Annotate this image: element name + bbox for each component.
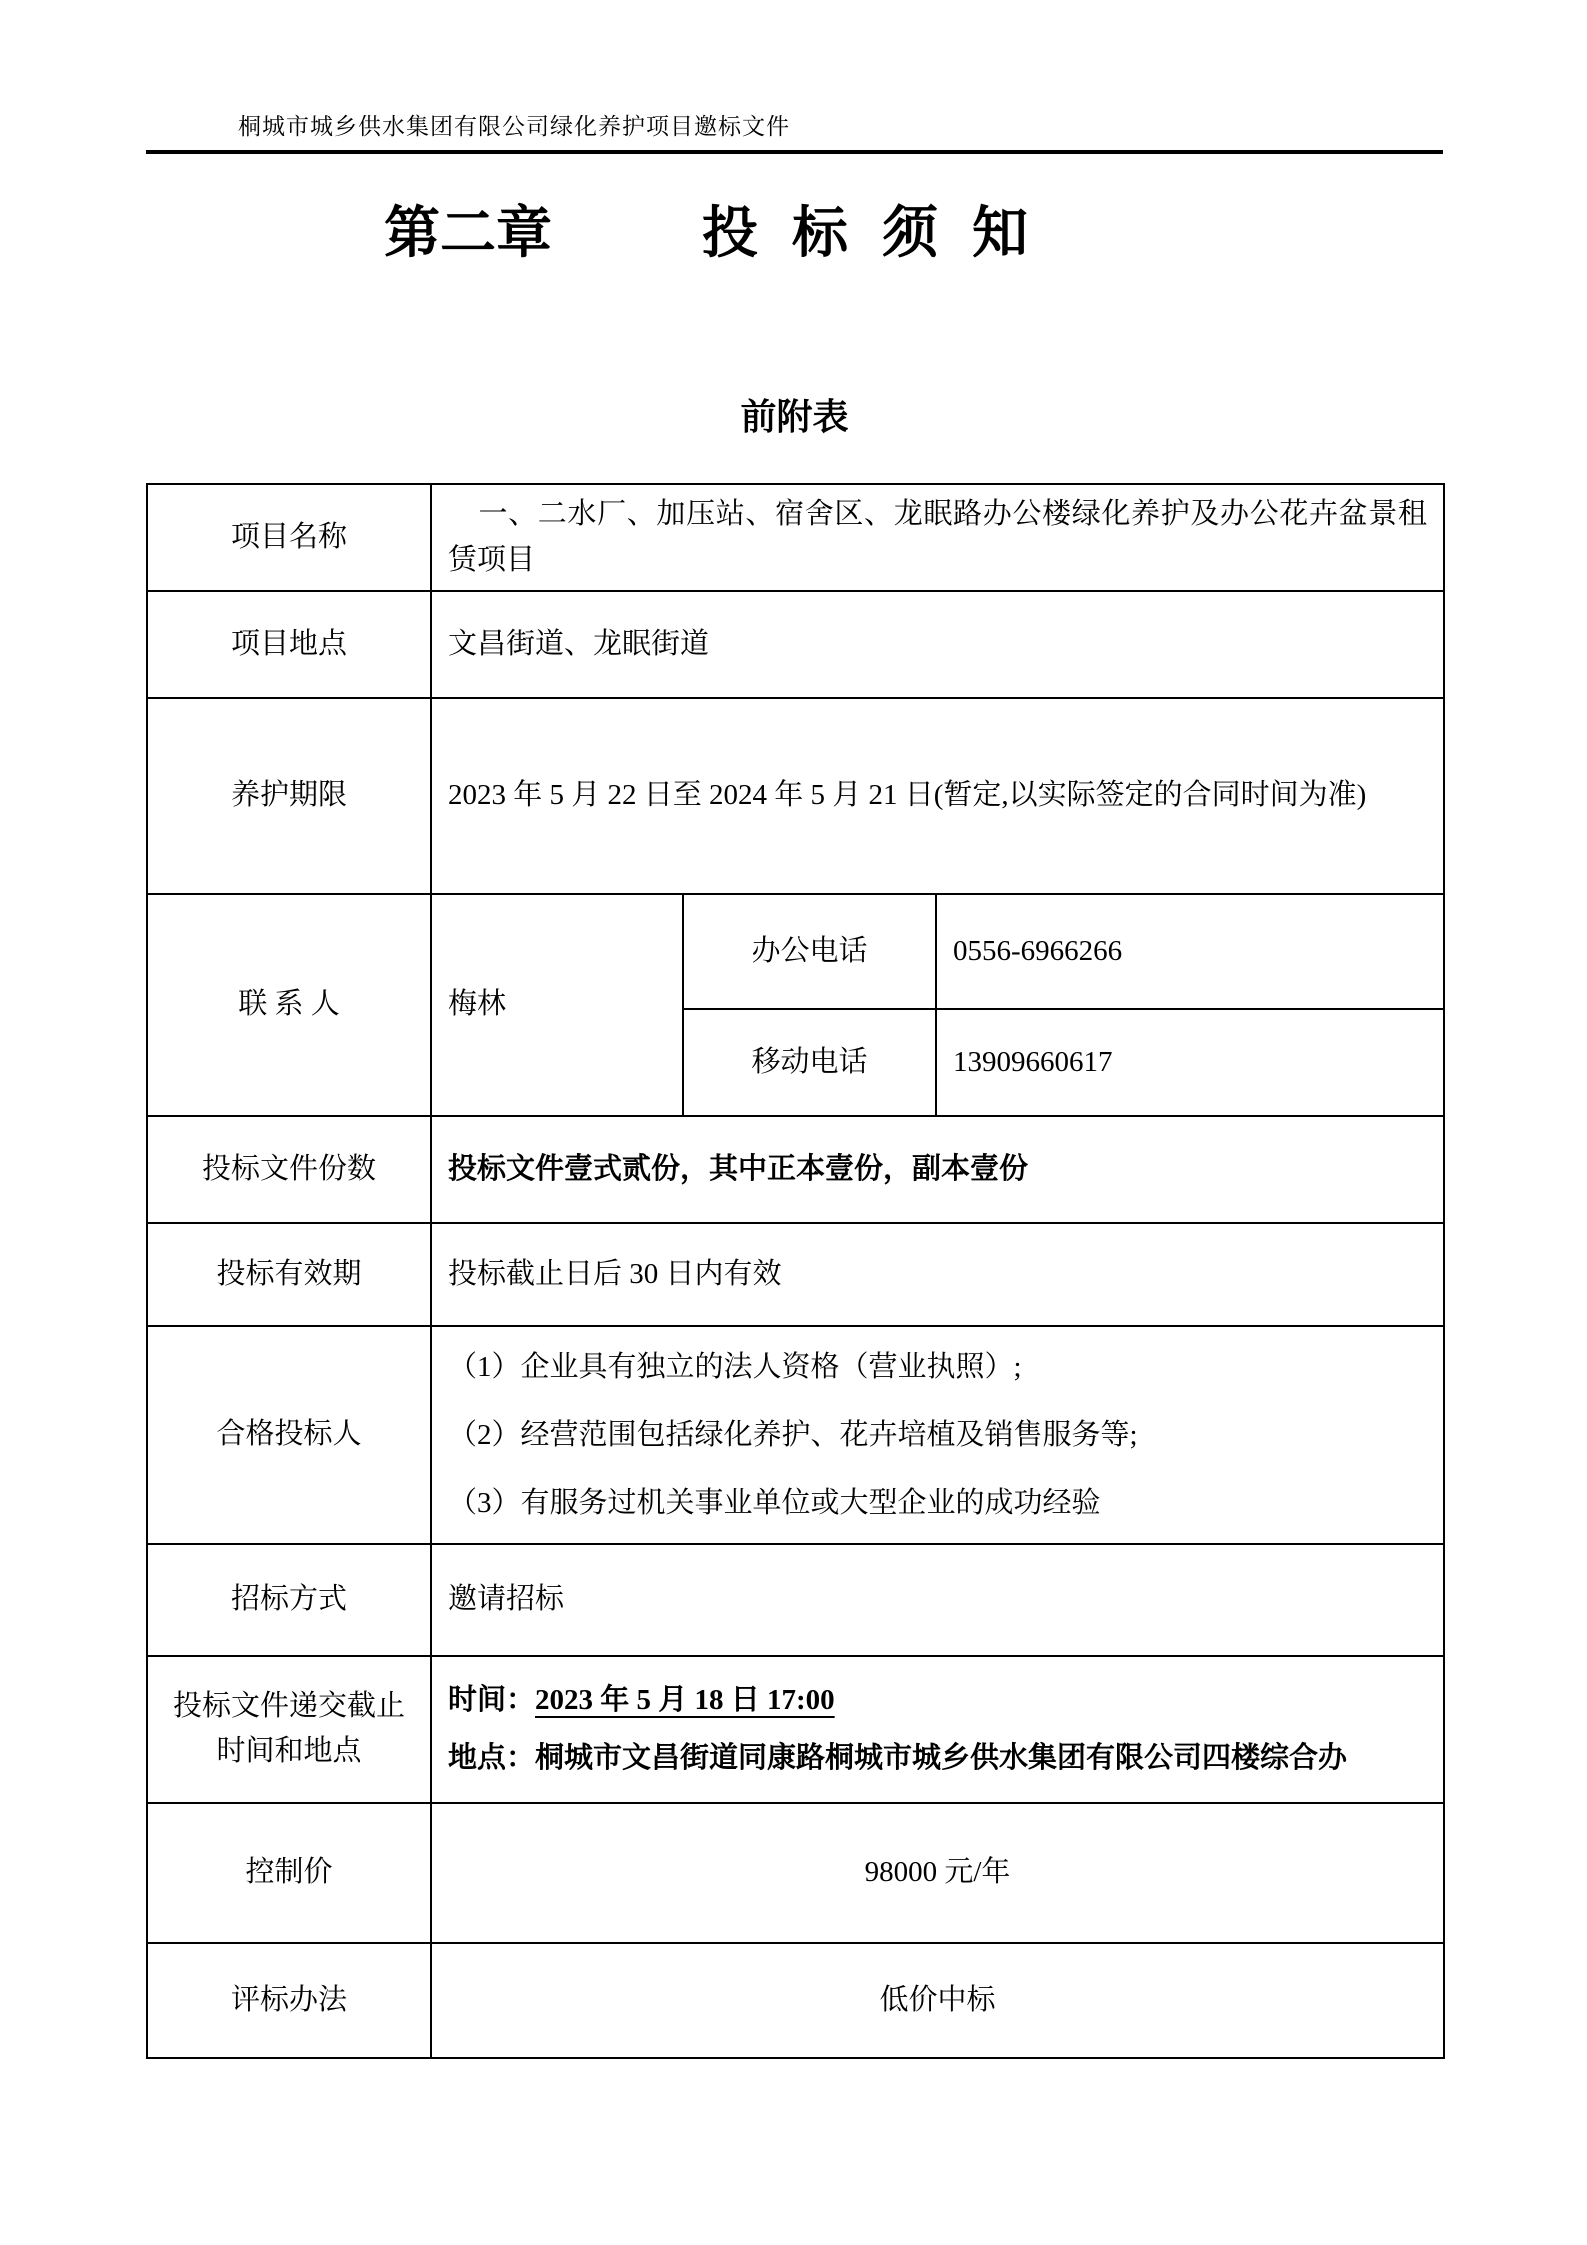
contact-label: 联 系 人 — [147, 894, 431, 1116]
submission-label — [147, 1656, 431, 1803]
mobile-phone-label: 移动电话 — [683, 1009, 936, 1116]
table-caption: 前附表 — [740, 396, 849, 437]
header-title: 桐城市城乡供水集团有限公司绿化养护项目邀标文件 — [238, 114, 790, 139]
control-price-label: 控制价 — [147, 1803, 431, 1943]
bid-copies-label: 投标文件份数 — [147, 1116, 431, 1223]
project-location-label: 项目地点 — [147, 591, 431, 698]
front-attached-table — [146, 483, 1445, 2059]
tender-method-value: 邀请招标 — [431, 1544, 1444, 1656]
submission-time-value: 2023 年 5 月 18 日 17:00 — [535, 1684, 835, 1717]
bid-copies-value: 投标文件壹式贰份，其中正本壹份，副本壹份 — [431, 1116, 1444, 1223]
submission-label-line1: 投标文件递交截止 — [172, 1690, 405, 1723]
qualified-bidders-item-3: （3）有服务过机关事业单位或大型企业的成功经验 — [448, 1486, 1101, 1519]
maintenance-period-value: 2023 年 5 月 22 日至 2024 年 5 月 21 日(暂定,以实际签定的合同时间为准) — [431, 698, 1444, 894]
chapter-name: 投 标 须 知 — [702, 203, 1038, 265]
submission-label-line2: 时间和地点 — [216, 1735, 362, 1768]
mobile-phone-value: 13909660617 — [936, 1009, 1444, 1116]
control-price-value: 98000 元/年 — [431, 1803, 1444, 1943]
office-phone-label: 办公电话 — [683, 894, 936, 1009]
submission-location-prefix: 地点： — [448, 1742, 536, 1775]
table-row-qualified-bidders — [147, 1326, 1444, 1544]
tender-method-label: 招标方式 — [147, 1544, 431, 1656]
table-row-submission — [147, 1656, 1444, 1803]
project-name-value: 一、二水厂、加压站、宿舍区、龙眠路办公楼绿化养护及办公花卉盆景租赁项目 — [431, 484, 1444, 591]
submission-location-line — [448, 1729, 1427, 1787]
contact-name: 梅林 — [431, 894, 683, 1116]
table-row-bid-copies — [147, 1116, 1444, 1223]
table-row-bid-validity — [147, 1223, 1444, 1326]
project-location-value: 文昌街道、龙眠街道 — [431, 591, 1444, 698]
project-name-label: 项目名称 — [147, 484, 431, 591]
evaluation-method-label: 评标办法 — [147, 1943, 431, 2058]
table-row-project-name — [147, 484, 1444, 591]
document-content — [146, 0, 1443, 2059]
evaluation-method-value: 低价中标 — [431, 1943, 1444, 2058]
qualified-bidders-value — [431, 1326, 1444, 1544]
table-row-contact-office — [147, 894, 1444, 1009]
chapter-number: 第二章 — [384, 203, 552, 265]
table-row-control-price — [147, 1803, 1444, 1943]
table-row-project-location — [147, 591, 1444, 698]
qualified-bidders-label: 合格投标人 — [147, 1326, 431, 1544]
header-rule — [146, 150, 1443, 154]
bid-validity-value: 投标截止日后 30 日内有效 — [431, 1223, 1444, 1326]
bid-validity-label: 投标有效期 — [147, 1223, 431, 1326]
chapter-title — [146, 198, 1443, 271]
submission-value — [431, 1656, 1444, 1803]
table-row-evaluation-method — [147, 1943, 1444, 2058]
table-row-tender-method — [147, 1544, 1444, 1656]
qualified-bidders-item-1: （1）企业具有独立的法人资格（营业执照）; — [448, 1350, 1022, 1383]
submission-location-value: 桐城市文昌街道同康路桐城市城乡供水集团有限公司四楼综合办 — [535, 1742, 1348, 1775]
office-phone-value: 0556-6966266 — [936, 894, 1444, 1009]
document-header — [146, 0, 1443, 154]
maintenance-period-label: 养护期限 — [147, 698, 431, 894]
submission-time-line — [448, 1671, 1427, 1729]
submission-time-prefix: 时间： — [448, 1684, 536, 1717]
table-row-maintenance-period — [147, 698, 1444, 894]
qualified-bidders-item-2: （2）经营范围包括绿化养护、花卉培植及销售服务等; — [448, 1418, 1138, 1451]
